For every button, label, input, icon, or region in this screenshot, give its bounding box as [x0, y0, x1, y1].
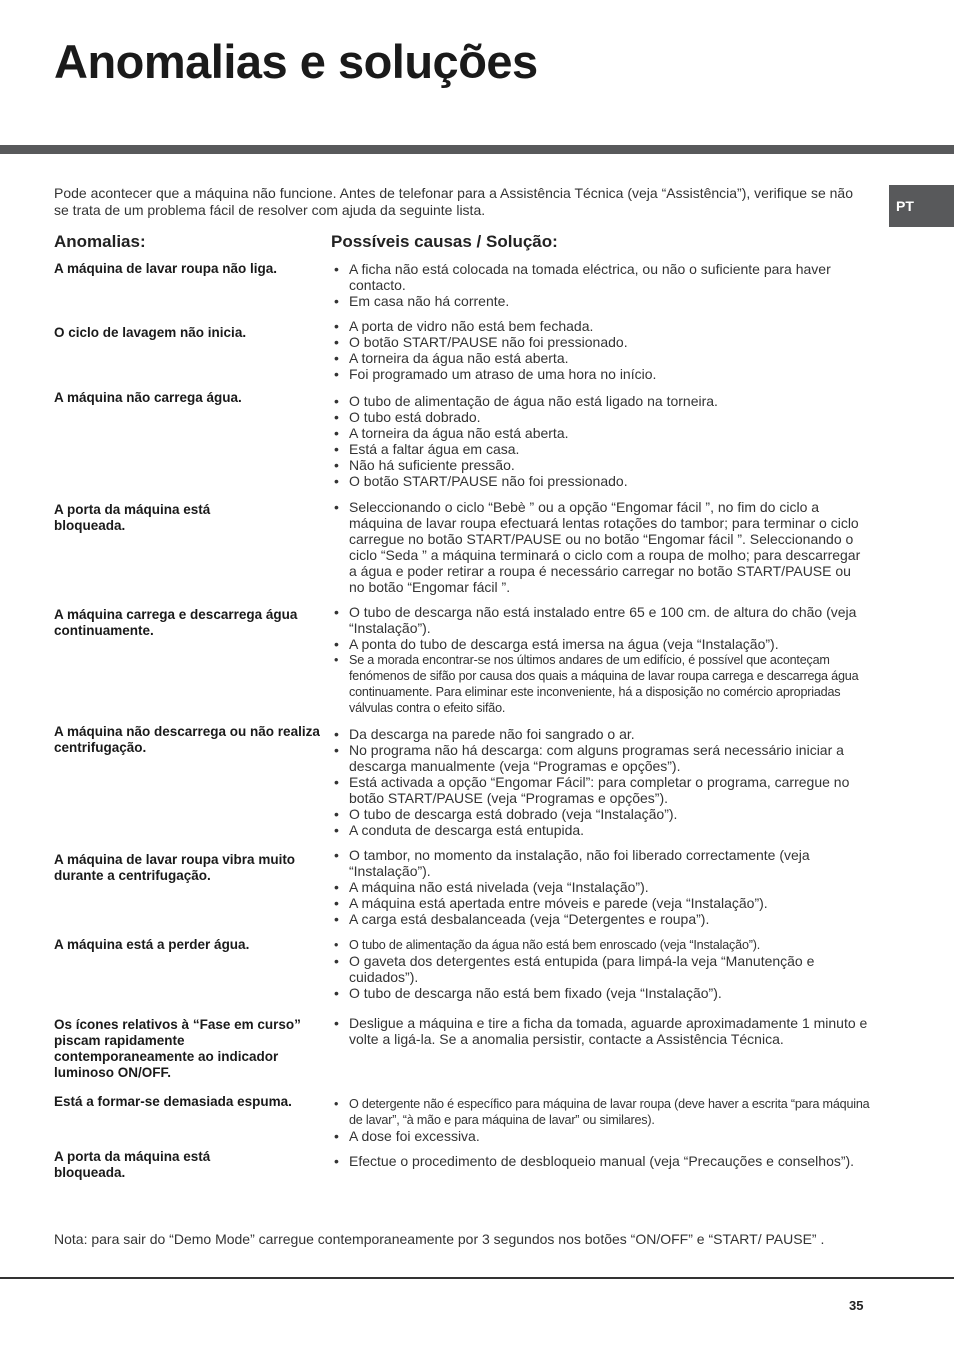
anomaly-label: A máquina não descarrega ou não realiza centrifugação. [54, 724, 320, 755]
anomaly-label: Os ícones relativos à “Fase em curso” piscam rapidamente contemporaneamente ao indicador luminoso ON/OFF. [54, 1017, 301, 1080]
list-item: • A máquina não está nivelada (veja “Instalação”). [332, 879, 870, 895]
language-tab [889, 185, 954, 227]
list-item: • Foi programado um atraso de uma hora no início. [332, 366, 870, 382]
header-divider [0, 145, 954, 154]
list-item: • O tubo de alimentação da água não está bem enroscado (veja “Instalação”). [332, 937, 870, 953]
anomaly-label: A máquina carrega e descarrega água continuamente. [54, 607, 298, 638]
list-item: • No programa não há descarga: com alguns programas será necessário iniciar a descarga manualmente (veja “Programas e opções”). [332, 742, 870, 774]
footer-divider [0, 1277, 954, 1279]
anomaly-label: A porta da máquina está bloqueada. [54, 502, 211, 533]
page-number: 35 [849, 1298, 864, 1313]
list-item: • Em casa não há corrente. [332, 293, 870, 309]
list-item: • O tambor, no momento da instalação, não foi liberado correctamente (veja “Instalação”). [332, 847, 870, 879]
causes-list [332, 499, 870, 595]
causes-list [332, 726, 870, 838]
causes-list [332, 937, 870, 1001]
anomaly-label: A máquina está a perder água. [54, 937, 250, 952]
list-item: • A conduta de descarga está entupida. [332, 822, 870, 838]
list-item: • Está a faltar água em casa. [332, 441, 870, 457]
causes-list [332, 318, 870, 382]
language-label: PT [896, 198, 914, 214]
list-item: • Da descarga na parede não foi sangrado o ar. [332, 726, 870, 742]
list-item: • O gaveta dos detergentes está entupida (para limpá-la veja “Manutenção e cuidados”). [332, 953, 870, 985]
causes-list [332, 847, 870, 927]
list-item: • A ficha não está colocada na tomada eléctrica, ou não o suficiente para haver contacto. [332, 261, 870, 293]
causes-list [332, 604, 870, 716]
anomalies-header: Anomalias: [54, 232, 146, 251]
causes-list [332, 1153, 870, 1169]
list-item: • O tubo de descarga não está bem fixado (veja “Instalação”). [332, 985, 870, 1001]
anomaly-label: A porta da máquina está bloqueada. [54, 1149, 211, 1180]
causes-list [332, 261, 870, 309]
list-item: • O botão START/PAUSE não foi pressionado. [332, 473, 870, 489]
list-item: • Não há suficiente pressão. [332, 457, 870, 473]
list-item: • O tubo está dobrado. [332, 409, 870, 425]
list-item: • O botão START/PAUSE não foi pressionado. [332, 334, 870, 350]
list-item: • Está activada a opção “Engomar Fácil”: para completar o programa, carregue no botão START/PAUSE (veja “Programas e opções”). [332, 774, 870, 806]
list-item: • O detergente não é específico para máquina de lavar roupa (deve haver a escrita “para máquina de lavar”, “à mão e para máquina de lavar” ou similares). [332, 1096, 870, 1128]
anomaly-label: Está a formar-se demasiada espuma. [54, 1094, 292, 1109]
anomaly-label: A máquina de lavar roupa não liga. [54, 261, 278, 276]
list-item: • Desligue a máquina e tire a ficha da tomada, aguarde aproximadamente 1 minuto e volte a ligá-la. Se a anomalia persistir, contacte a Assistência Técnica. [332, 1015, 870, 1047]
list-item: • O tubo de alimentação de água não está ligado na torneira. [332, 393, 870, 409]
list-item: • A carga está desbalanceada (veja “Detergentes e roupa”). [332, 911, 870, 927]
causes-header: Possíveis causas / Solução: [331, 232, 558, 251]
list-item: • O tubo de descarga está dobrado (veja “Instalação”). [332, 806, 870, 822]
list-item: • O tubo de descarga não está instalado entre 65 e 100 cm. de altura do chão (veja “Instalação”). [332, 604, 870, 636]
causes-list [332, 1096, 870, 1144]
list-item: • A dose foi excessiva. [332, 1128, 870, 1144]
list-item: • Efectue o procedimento de desbloqueio manual (veja “Precauções e conselhos”). [332, 1153, 870, 1169]
page-title: Anomalias e soluções [54, 35, 538, 88]
intro-paragraph: Pode acontecer que a máquina não funcione. Antes de telefonar para a Assistência Técnica (veja “Assistência”), verifique se não se trata de um problema fácil de resolver com ajuda da seguinte lista. [54, 185, 853, 218]
demo-mode-note: Nota: para sair do “Demo Mode” carregue contemporaneamente por 3 segundos nos botões “ON/OFF” e “START/ PAUSE” . [54, 1231, 825, 1247]
anomaly-label: O ciclo de lavagem não inicia. [54, 325, 247, 340]
list-item: • Seleccionando o ciclo “Bebè ” ou a opção “Engomar fácil ”, no fim do ciclo a máquina de lavar roupa efectuará lentas rotações do tambor; para terminar o ciclo carregue no botão START/PAUSE ou no botão “Engomar fácil ”. Seleccionando o ciclo “Seda ” a máquina terminará o ciclo com a roupa de molho; para descarregar a água e poder retirar a roupa é necessário carregar no botão START/PAUSE ou no botão “Engomar fácil ”. [332, 499, 870, 595]
list-item: • A torneira da água não está aberta. [332, 425, 870, 441]
list-item: • A ponta do tubo de descarga está imersa na água (veja “Instalação”). [332, 636, 870, 652]
anomaly-label: A máquina não carrega água. [54, 390, 242, 405]
list-item: • A máquina está apertada entre móveis e parede (veja “Instalação”). [332, 895, 870, 911]
causes-list [332, 1015, 870, 1047]
list-item: • Se a morada encontrar-se nos últimos andares de um edifício, é possível que aconteçam fenómenos de sifão por causa dos quais a máquina de lavar roupa carrega e descarrega água continuamente. Para eliminar este inconveniente, há a disposição no comércio apropriadas válvulas contra o efeito sifão. [332, 652, 870, 716]
causes-list [332, 393, 870, 489]
list-item: • A torneira da água não está aberta. [332, 350, 870, 366]
list-item: • A porta de vidro não está bem fechada. [332, 318, 870, 334]
anomaly-label: A máquina de lavar roupa vibra muito durante a centrifugação. [54, 852, 296, 883]
